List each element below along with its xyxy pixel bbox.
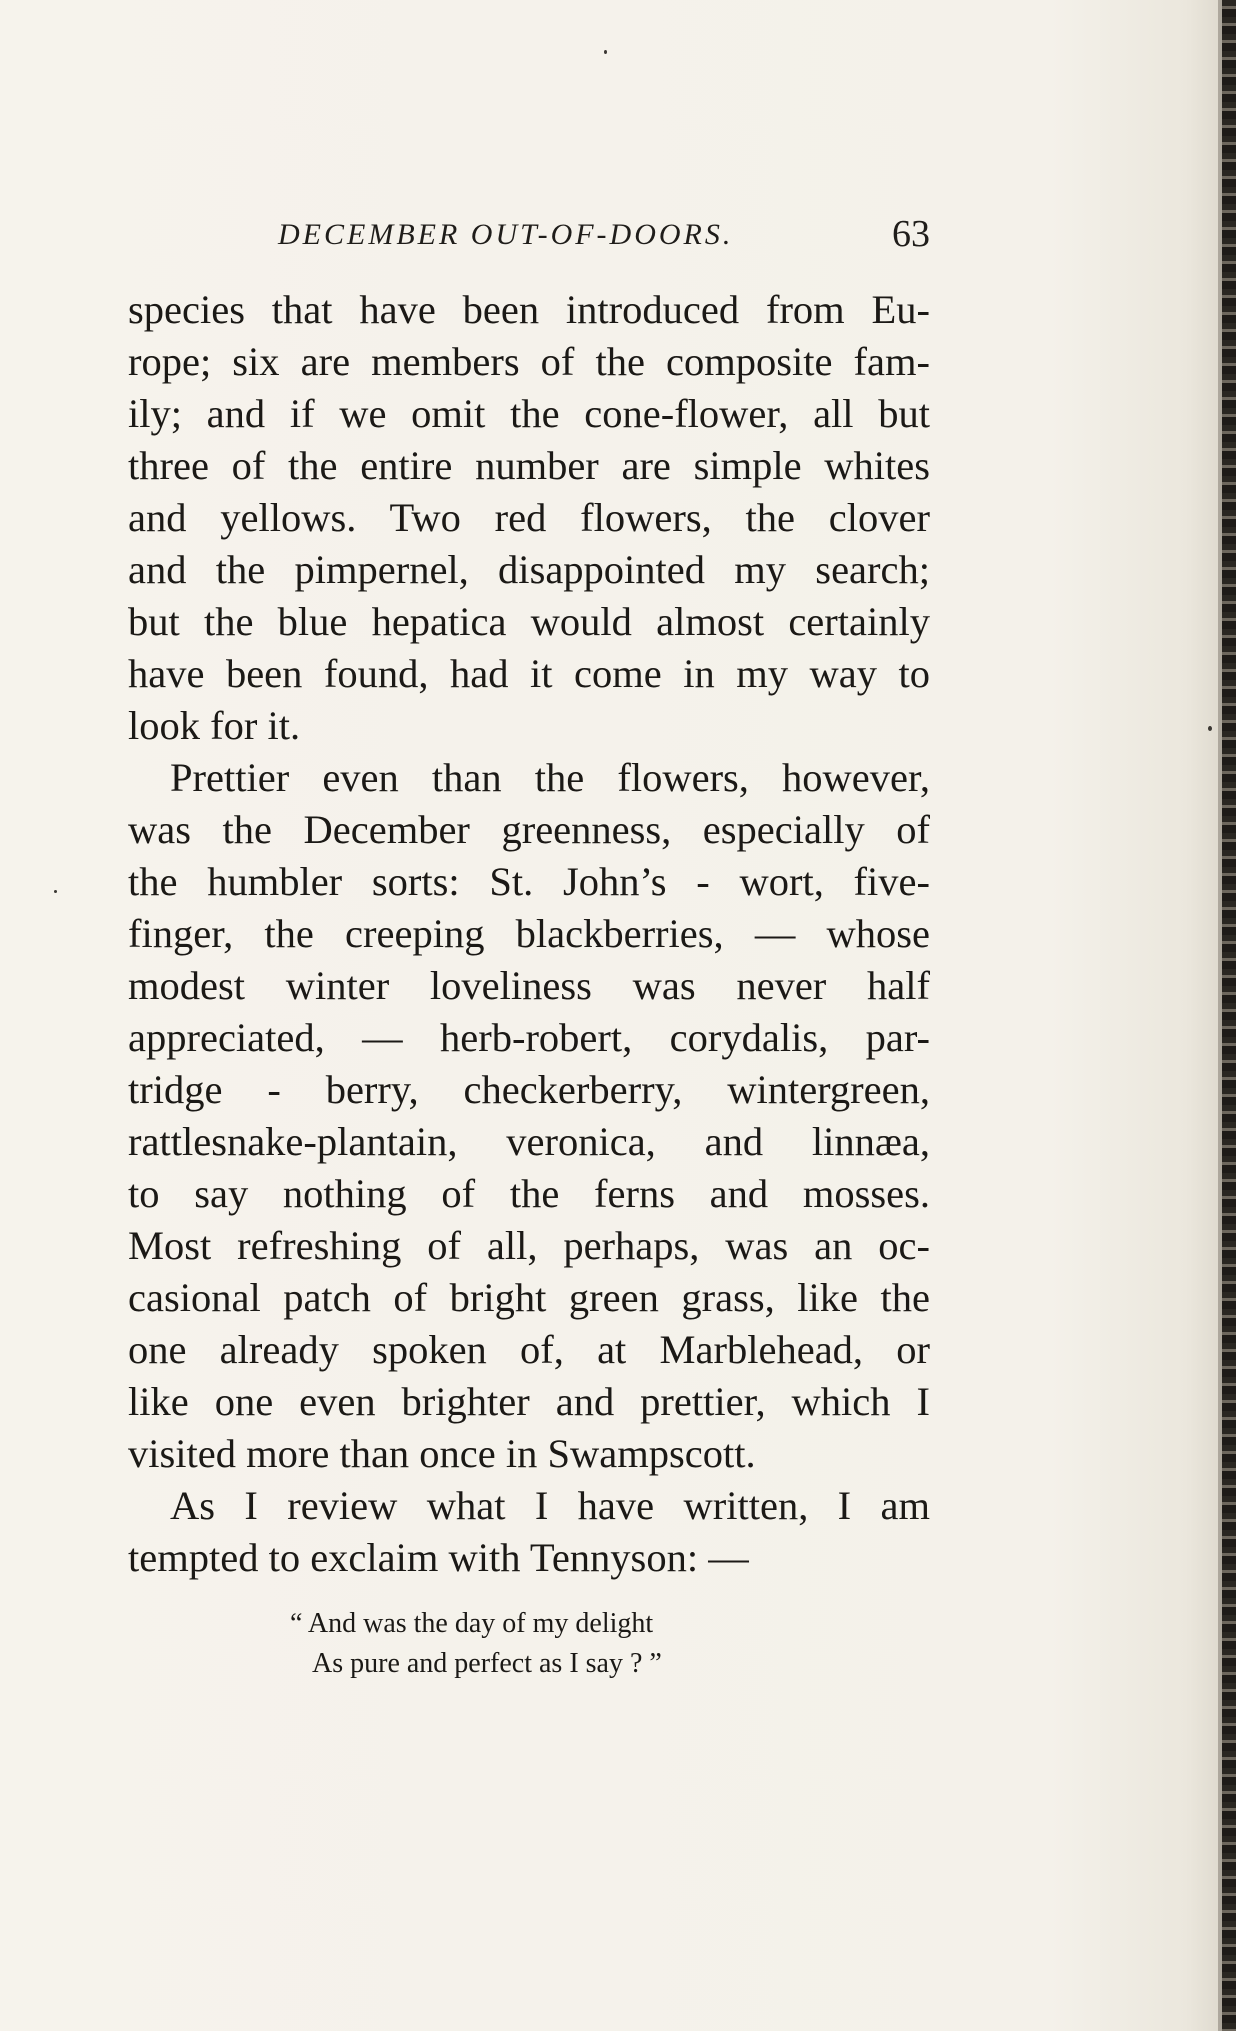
text-line: to say nothing of the ferns and mosses. — [128, 1171, 930, 1216]
page-header — [278, 212, 930, 262]
text-line: ily; and if we omit the cone-flower, all but — [128, 391, 930, 436]
ink-speck — [604, 50, 607, 54]
text-line: As I review what I have written, I am — [170, 1483, 930, 1528]
text-line: and yellows. Two red flowers, the clover — [128, 495, 930, 540]
text-line: the humbler sorts: St. John’s - wort, five- — [128, 859, 930, 904]
text-line: look for it. — [128, 703, 301, 748]
verse-quotation — [290, 1604, 810, 1684]
text-line: Prettier even than the flowers, however, — [170, 755, 930, 800]
text-line: three of the entire number are simple whites — [128, 443, 930, 488]
text-line: casional patch of bright green grass, like the — [128, 1275, 930, 1320]
paragraph — [128, 1480, 930, 1584]
text-line: appreciated, — herb-robert, corydalis, par- — [128, 1015, 930, 1060]
ink-speck — [1208, 726, 1212, 731]
body-text — [128, 284, 930, 1584]
paragraph — [128, 752, 930, 1480]
paragraph — [128, 284, 930, 752]
text-line: modest winter loveliness was never half — [128, 963, 930, 1008]
text-line: rattlesnake-plantain, veronica, and linnæa, — [128, 1119, 930, 1164]
text-line: tempted to exclaim with Tennyson: — — [128, 1535, 749, 1580]
text-line: like one even brighter and prettier, which I — [128, 1379, 930, 1424]
running-head: DECEMBER OUT-OF-DOORS. — [278, 218, 734, 251]
text-line: was the December greenness, especially of — [128, 807, 930, 852]
text-line: tridge - berry, checkerberry, wintergreen, — [128, 1067, 930, 1112]
text-line: rope; six are members of the composite fam- — [128, 339, 930, 384]
text-line: one already spoken of, at Marblehead, or — [128, 1327, 930, 1372]
ink-speck — [54, 890, 57, 893]
text-line: species that have been introduced from Eu- — [128, 287, 930, 332]
text-line: have been found, had it come in my way to — [128, 651, 930, 696]
text-line: visited more than once in Swampscott. — [128, 1431, 756, 1476]
page-number: 63 — [892, 213, 930, 255]
text-line: but the blue hepatica would almost certainly — [128, 599, 930, 644]
text-line: Most refreshing of all, perhaps, was an oc- — [128, 1223, 930, 1268]
quote-line: “ And was the day of my delight — [290, 1608, 654, 1639]
page-edge-binding — [1222, 0, 1236, 2031]
text-line: finger, the creeping blackberries, — whose — [128, 911, 930, 956]
text-line: and the pimpernel, disappointed my search; — [128, 547, 930, 592]
quote-line: As pure and perfect as I say ? ” — [312, 1648, 662, 1679]
